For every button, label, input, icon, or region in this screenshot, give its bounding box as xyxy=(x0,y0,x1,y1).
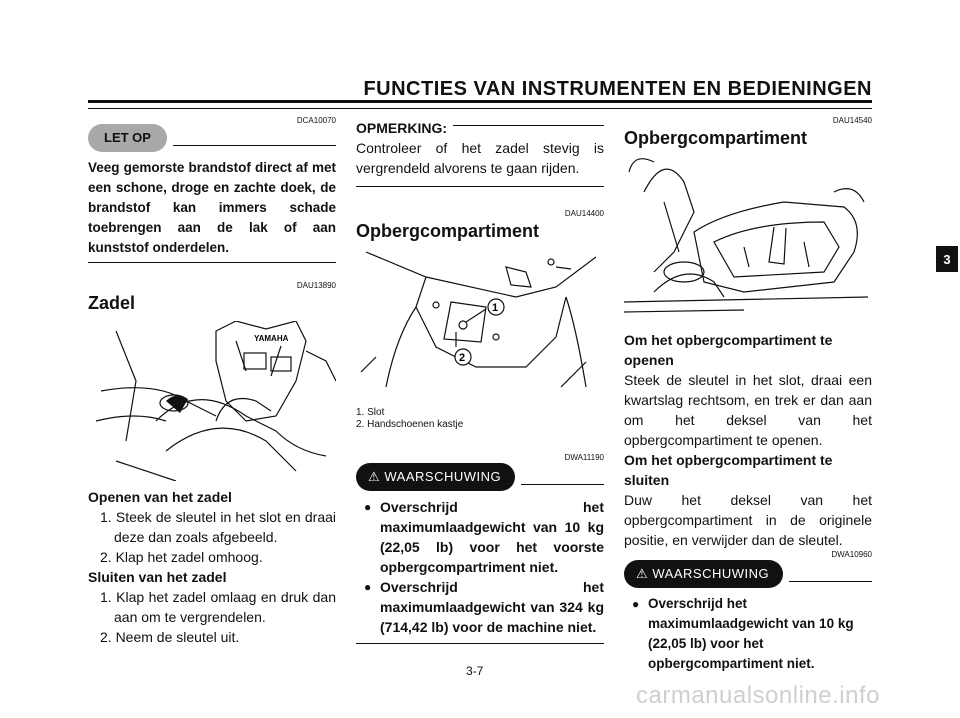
seat-illustration xyxy=(96,321,336,481)
warning-label: WAARSCHUWING xyxy=(652,566,770,581)
close-seat-step-2: 2. Neem de sleutel uit. xyxy=(100,629,240,645)
warning-rule xyxy=(521,484,604,485)
callout-1: 1 xyxy=(492,302,499,314)
glove-box-illustration xyxy=(356,247,596,397)
note-end-rule xyxy=(356,186,604,187)
open-compartment-text: Steek de sleutel in het slot, draai een kwartslag rechtsom, en trek er dan aan om het deksel van het opbergcompartiment te openen. xyxy=(624,372,872,448)
warning-header xyxy=(356,463,604,491)
warning-code: DWA10960 xyxy=(831,550,872,559)
page-number: 3-7 xyxy=(466,664,484,678)
warning-text: Overschrijd het maximumlaadgewicht van 10 kg (22,05 lb) voor het opbergcompartiment niet. xyxy=(648,596,854,671)
warning-text: Overschrijd het maximumlaadgewicht van 10 kg (22,05 lb) voor het voorste opbergcompartriment niet. xyxy=(380,499,604,575)
notice-text: Veeg gemorste brandstof direct af met een schone, droge en zachte doek, de brandstof kan immers schade toebrengen aan de lak of aan kunststof onderdelen. xyxy=(88,160,336,255)
warning-header xyxy=(624,560,872,588)
caption-2: 2. Handschoenen kastje xyxy=(356,419,464,430)
warning-triangle-icon: ⚠ xyxy=(368,469,381,484)
page-header-title: FUNCTIES VAN INSTRUMENTEN EN BEDIENINGEN xyxy=(363,78,872,100)
close-seat-step-1: 1. Klap het zadel omlaag en druk dan aan om te vergrendelen. xyxy=(100,589,336,625)
warning-item xyxy=(356,497,604,577)
chapter-tab: 3 xyxy=(936,246,958,272)
warning-label-pill xyxy=(624,560,783,588)
note-label: OPMERKING: xyxy=(356,120,447,136)
note-text: Controleer of het zadel stevig is vergrendeld alvorens te gaan rijden. xyxy=(356,140,604,176)
section-code: DAU14400 xyxy=(564,209,604,218)
section-code: DAU13890 xyxy=(296,281,336,290)
close-compartment-heading: Om het opbergcompartiment te sluiten xyxy=(624,452,833,488)
section-title-opbergcompartiment-2: Opbergcompartiment xyxy=(624,128,808,148)
column-right xyxy=(624,116,872,674)
notice-end-rule xyxy=(88,262,336,263)
warning-code: DWA11190 xyxy=(564,453,604,462)
section-title-opbergcompartiment: Opbergcompartiment xyxy=(356,221,540,241)
open-seat-step-2: 2. Klap het zadel omhoog. xyxy=(100,549,263,565)
section-title-zadel: Zadel xyxy=(88,293,136,313)
close-seat-heading: Sluiten van het zadel xyxy=(88,569,227,585)
bullet-icon: ● xyxy=(364,500,372,514)
bullet-icon: ● xyxy=(364,580,372,594)
section-code: DAU14540 xyxy=(832,116,872,125)
warning-item xyxy=(356,577,604,637)
notice-header xyxy=(88,124,336,152)
note-rule xyxy=(453,125,604,126)
notice-code: DCA10070 xyxy=(296,116,336,125)
open-seat-step-1: 1. Steek de sleutel in het slot en draai deze dan zoals afgebeeld. xyxy=(100,509,336,545)
warning-label-pill xyxy=(356,463,515,491)
bullet-icon: ● xyxy=(632,597,640,611)
column-middle xyxy=(356,118,604,644)
yamaha-logo-text: YAMAHA xyxy=(254,334,289,343)
warning-triangle-icon: ⚠ xyxy=(636,566,649,581)
notice-label: LET OP xyxy=(88,124,167,152)
warning-label: WAARSCHUWING xyxy=(384,469,502,484)
note-header xyxy=(356,118,604,138)
open-compartment-heading: Om het opbergcompartiment te openen xyxy=(624,332,833,368)
header-rule xyxy=(88,100,872,109)
callout-2: 2 xyxy=(459,352,466,364)
open-seat-heading: Openen van het zadel xyxy=(88,489,232,505)
warning-text: Overschrijd het maximumlaadgewicht van 324 kg (714,42 lb) voor de machine niet. xyxy=(380,579,604,635)
warning-end-rule xyxy=(356,643,604,644)
close-compartment-text: Duw het deksel van het opbergcompartiment in de originele positie, en verwijder dan de sleutel. xyxy=(624,492,872,548)
warning-item xyxy=(624,594,872,674)
column-left xyxy=(88,116,336,647)
caption-1: 1. Slot xyxy=(356,407,385,418)
watermark: carmanualsonline.info xyxy=(636,682,880,709)
storage-compartment-illustration xyxy=(624,152,868,322)
warning-rule xyxy=(789,581,872,582)
notice-rule xyxy=(173,145,336,146)
